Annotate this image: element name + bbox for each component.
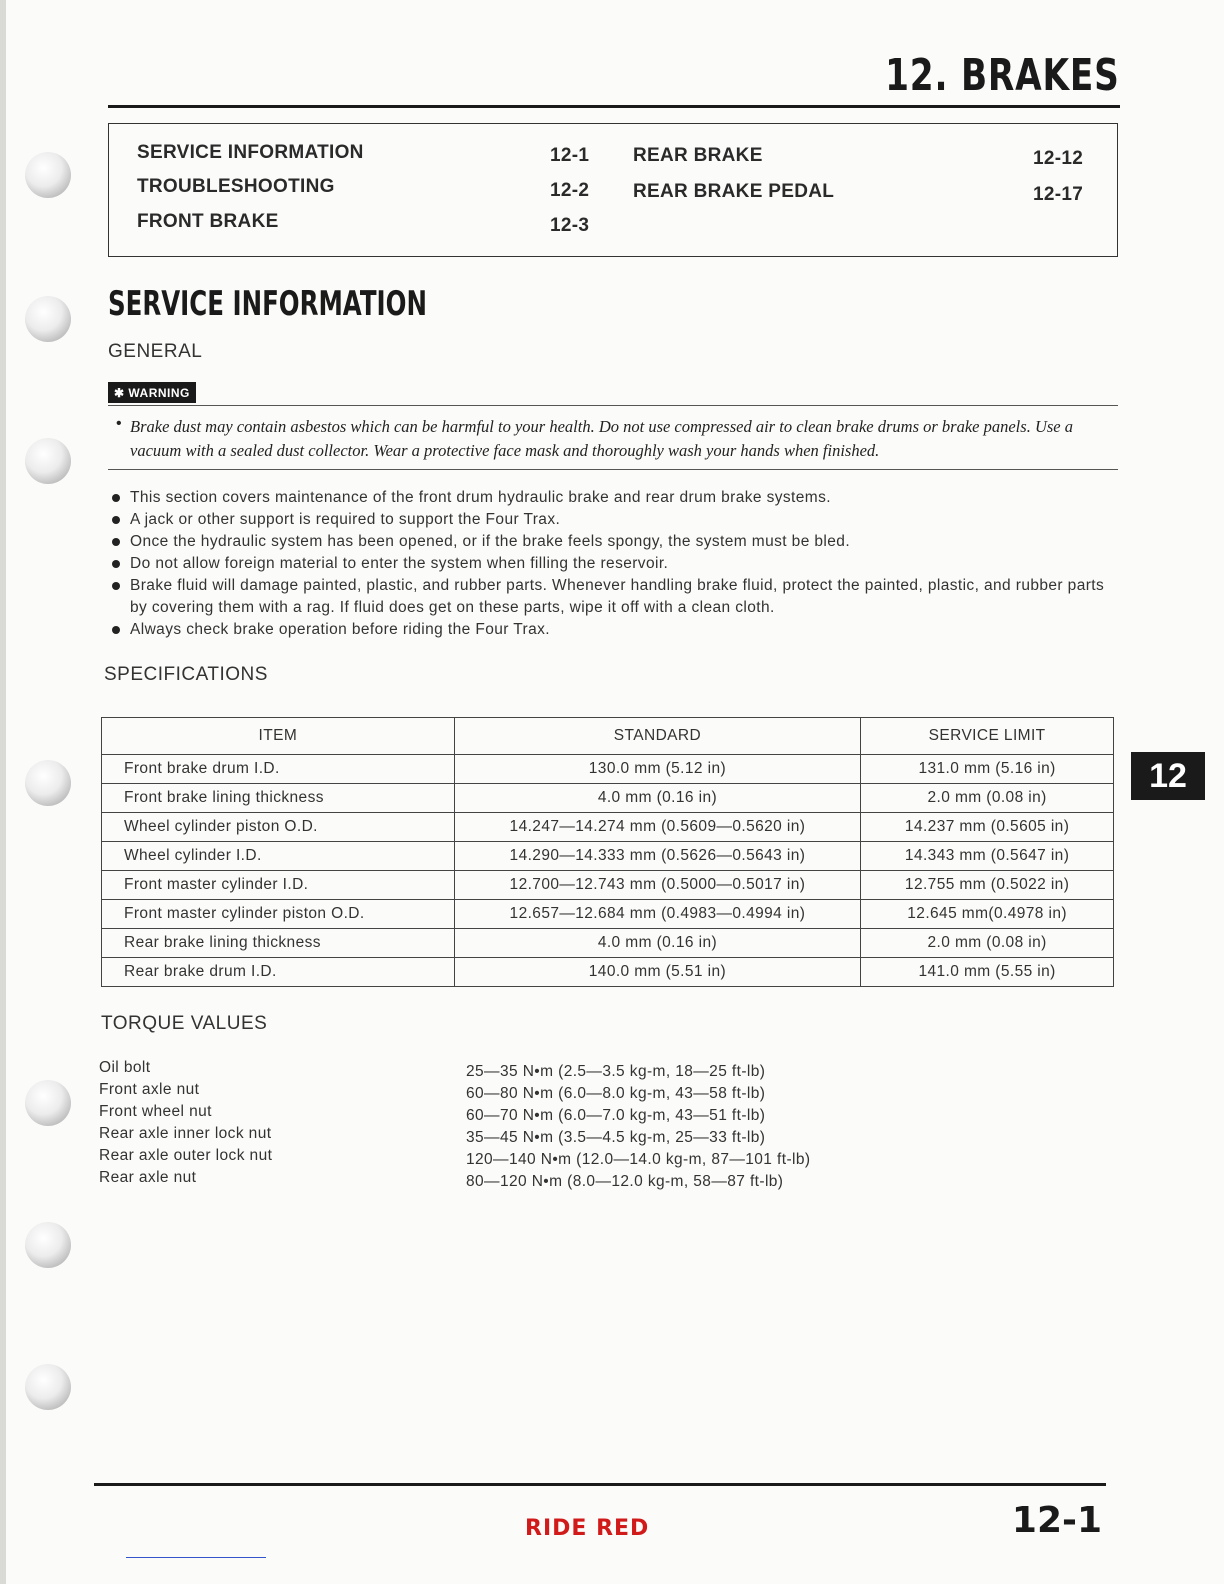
torque-heading: TORQUE VALUES xyxy=(101,1013,268,1034)
table-row xyxy=(102,842,1114,871)
warning-top-rule xyxy=(108,405,1118,406)
limit-cell: 14.343 mm (0.5647 in) xyxy=(861,842,1114,871)
table-row xyxy=(102,871,1114,900)
table-row xyxy=(102,929,1114,958)
torque-values xyxy=(466,1061,810,1193)
toc-label[interactable]: REAR BRAKE xyxy=(633,145,763,166)
warning-bullet-icon: • xyxy=(116,415,122,432)
binder-hole-icon xyxy=(25,760,71,806)
torque-item-name: Rear axle inner lock nut xyxy=(99,1125,272,1142)
torque-item-value: 80—120 N•m (8.0—12.0 kg-m, 58—87 ft-lb) xyxy=(466,1173,784,1190)
torque-item-value: 25—35 N•m (2.5—3.5 kg-m, 18—25 ft-lb) xyxy=(466,1063,766,1080)
limit-cell: 14.237 mm (0.5605 in) xyxy=(861,813,1114,842)
table-row xyxy=(102,900,1114,929)
list-item: Brake fluid will damage painted, plastic, and rubber parts. Whenever handling brake fluid, protect the painted, plastic, and rubber parts by covering them with a rag. If fluid does get on these parts, wipe it off with a clean cloth. xyxy=(110,575,1120,619)
specifications-heading: SPECIFICATIONS xyxy=(104,664,268,685)
scan-mark xyxy=(126,1557,266,1558)
binder-hole-icon xyxy=(25,152,71,198)
column-header: ITEM xyxy=(102,718,455,755)
chapter-side-tab[interactable]: 12 xyxy=(1131,752,1205,800)
standard-cell: 12.700—12.743 mm (0.5000—0.5017 in) xyxy=(454,871,861,900)
item-cell: Front brake drum I.D. xyxy=(102,755,455,784)
bullet-icon xyxy=(112,516,120,524)
warning-text: Brake dust may contain asbestos which can be harmful to your health. Do not use compressed air to clean brake drums or brake panels. Use a vacuum with a sealed dust collector. Wear a protective face mask and thoroughly wash your hands when finished. xyxy=(130,417,1073,460)
item-cell: Front master cylinder I.D. xyxy=(102,871,455,900)
list-item: Do not allow foreign material to enter the system when filling the reservoir. xyxy=(110,553,1120,575)
standard-cell: 4.0 mm (0.16 in) xyxy=(454,929,861,958)
item-cell: Wheel cylinder piston O.D. xyxy=(102,813,455,842)
torque-item-value: 60—70 N•m (6.0—7.0 kg-m, 43—51 ft-lb) xyxy=(466,1107,766,1124)
page-number: 12-1 xyxy=(1011,1500,1102,1541)
general-bullet-list xyxy=(110,487,1120,641)
section-heading: SERVICE INFORMATION xyxy=(108,284,427,324)
toc-page: 12-12 xyxy=(1033,148,1084,169)
bullet-icon xyxy=(112,626,120,634)
standard-cell: 130.0 mm (5.12 in) xyxy=(454,755,861,784)
header-rule xyxy=(108,105,1120,108)
chapter-title: 12. BRAKES xyxy=(885,50,1120,101)
general-heading: GENERAL xyxy=(108,341,203,362)
table-row xyxy=(102,813,1114,842)
limit-cell: 141.0 mm (5.55 in) xyxy=(861,958,1114,987)
footer-rule xyxy=(94,1483,1106,1486)
standard-cell: 4.0 mm (0.16 in) xyxy=(454,784,861,813)
table-row xyxy=(102,755,1114,784)
column-header: SERVICE LIMIT xyxy=(861,718,1114,755)
torque-item-name: Rear axle outer lock nut xyxy=(99,1147,273,1164)
warning-bottom-rule xyxy=(108,469,1118,470)
standard-cell: 14.290—14.333 mm (0.5626—0.5643 in) xyxy=(454,842,861,871)
bullet-icon xyxy=(112,538,120,546)
torque-item-value: 60—80 N•m (6.0—8.0 kg-m, 43—58 ft-lb) xyxy=(466,1085,766,1102)
torque-item-name: Oil bolt xyxy=(99,1059,151,1076)
torque-item-value: 35—45 N•m (3.5—4.5 kg-m, 25—33 ft-lb) xyxy=(466,1129,766,1146)
column-header: STANDARD xyxy=(454,718,861,755)
toc-label[interactable]: REAR BRAKE PEDAL xyxy=(633,181,835,202)
standard-cell: 14.247—14.274 mm (0.5609—0.5620 in) xyxy=(454,813,861,842)
torque-names xyxy=(99,1057,272,1189)
list-item: Once the hydraulic system has been opened, or if the brake feels spongy, the system must be bled. xyxy=(110,531,1120,553)
binder-hole-icon xyxy=(25,1222,71,1268)
item-cell: Rear brake lining thickness xyxy=(102,929,455,958)
toc-page: 12-1 xyxy=(550,145,590,166)
torque-item-value: 120—140 N•m (12.0—14.0 kg-m, 87—101 ft-lb) xyxy=(466,1151,811,1168)
list-item: Always check brake operation before riding the Four Trax. xyxy=(110,619,1120,641)
table-header-row xyxy=(102,718,1114,755)
item-cell: Wheel cylinder I.D. xyxy=(102,842,455,871)
binder-hole-icon xyxy=(25,296,71,342)
table-row xyxy=(102,958,1114,987)
list-item: A jack or other support is required to support the Four Trax. xyxy=(110,509,1120,531)
torque-item-name: Rear axle nut xyxy=(99,1169,197,1186)
table-of-contents xyxy=(108,123,1118,257)
item-cell: Rear brake drum I.D. xyxy=(102,958,455,987)
toc-label[interactable]: SERVICE INFORMATION xyxy=(137,142,364,163)
torque-item-name: Front axle nut xyxy=(99,1081,200,1098)
binder-hole-icon xyxy=(25,438,71,484)
item-cell: Front master cylinder piston O.D. xyxy=(102,900,455,929)
limit-cell: 2.0 mm (0.08 in) xyxy=(861,929,1114,958)
toc-page: 12-3 xyxy=(550,215,590,236)
toc-page: 12-2 xyxy=(550,180,590,201)
page-edge xyxy=(0,0,6,1584)
standard-cell: 140.0 mm (5.51 in) xyxy=(454,958,861,987)
bullet-icon xyxy=(112,494,120,502)
torque-item-name: Front wheel nut xyxy=(99,1103,212,1120)
specifications-table xyxy=(101,717,1114,987)
table-row xyxy=(102,784,1114,813)
standard-cell: 12.657—12.684 mm (0.4983—0.4994 in) xyxy=(454,900,861,929)
toc-label[interactable]: TROUBLESHOOTING xyxy=(137,176,335,197)
toc-label[interactable]: FRONT BRAKE xyxy=(137,211,279,232)
bullet-icon xyxy=(112,582,120,590)
list-item: This section covers maintenance of the front drum hydraulic brake and rear drum brake systems. xyxy=(110,487,1120,509)
brand-logo: RIDE RED xyxy=(525,1516,650,1541)
limit-cell: 12.645 mm(0.4978 in) xyxy=(861,900,1114,929)
limit-cell: 131.0 mm (5.16 in) xyxy=(861,755,1114,784)
bullet-icon xyxy=(112,560,120,568)
item-cell: Front brake lining thickness xyxy=(102,784,455,813)
binder-hole-icon xyxy=(25,1080,71,1126)
toc-page: 12-17 xyxy=(1033,184,1084,205)
binder-hole-icon xyxy=(25,1364,71,1410)
limit-cell: 2.0 mm (0.08 in) xyxy=(861,784,1114,813)
warning-badge: ✱ WARNING xyxy=(108,382,196,403)
limit-cell: 12.755 mm (0.5022 in) xyxy=(861,871,1114,900)
